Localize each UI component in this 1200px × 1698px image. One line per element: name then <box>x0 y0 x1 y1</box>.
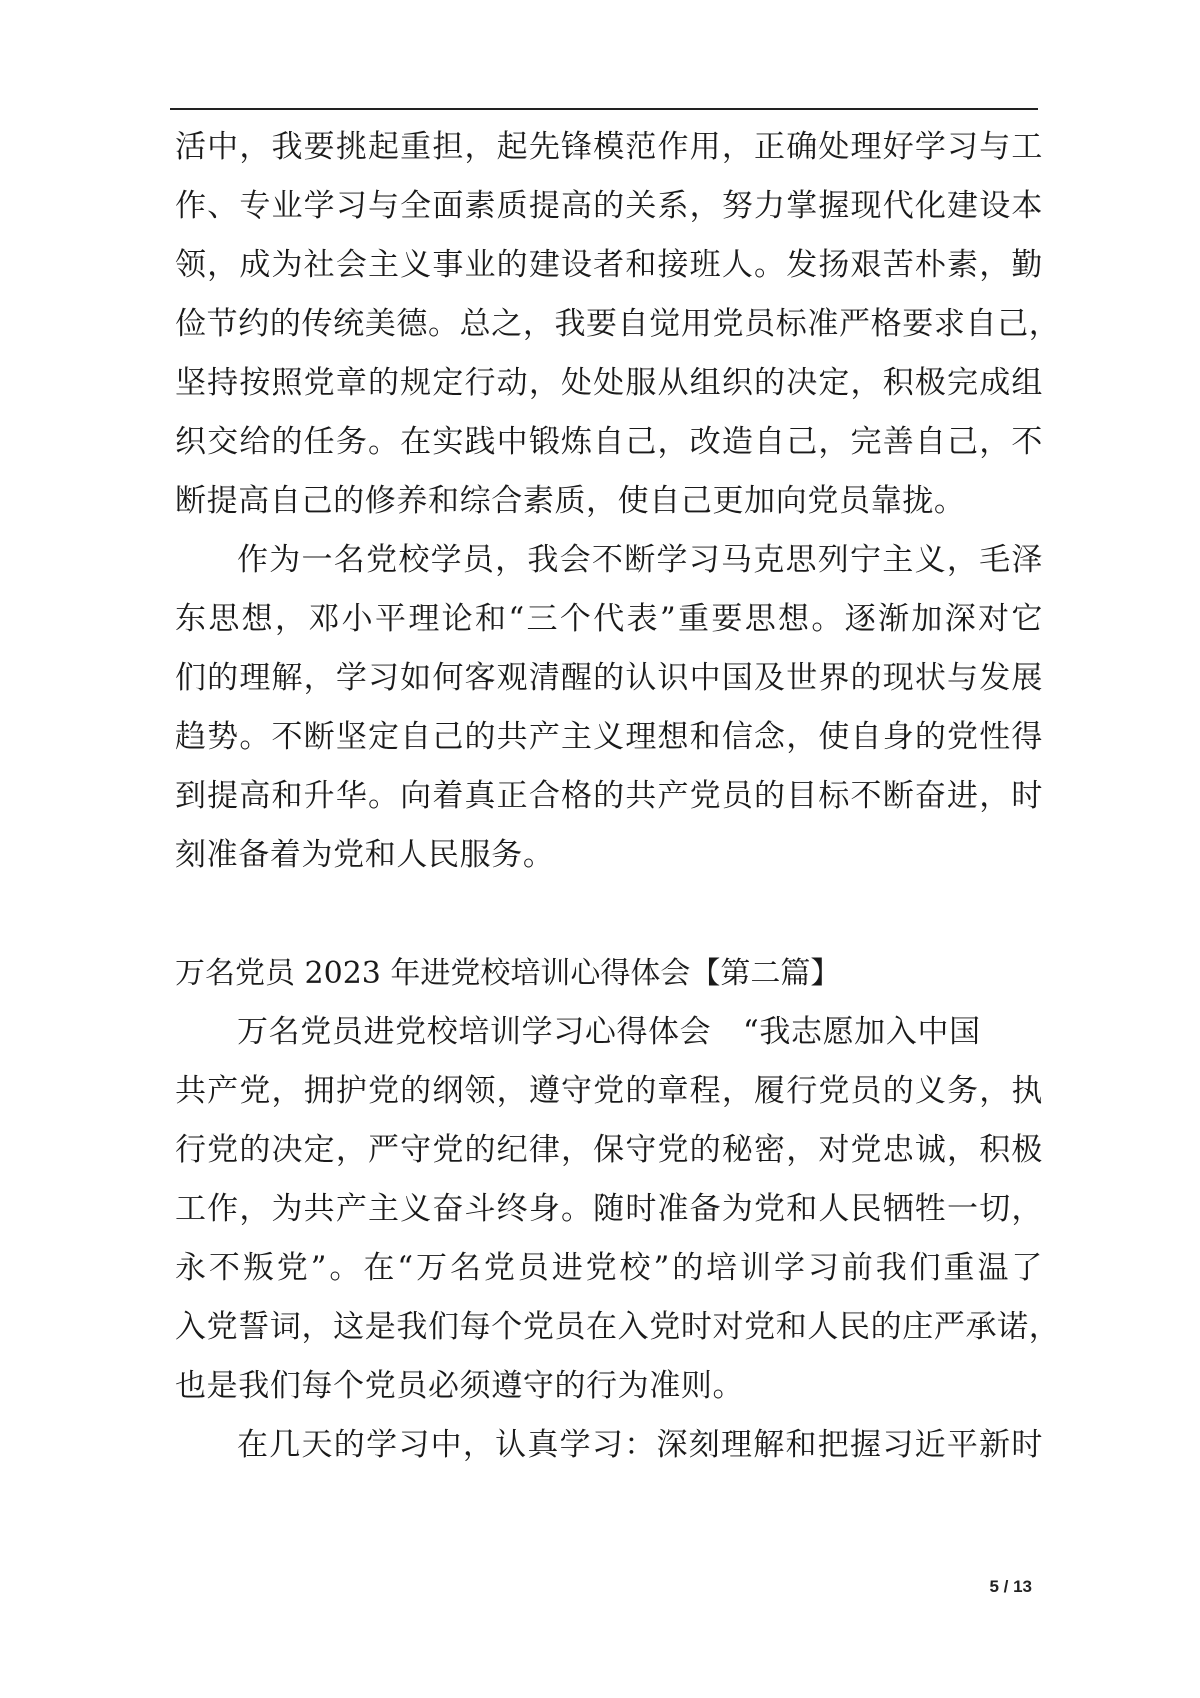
text-line: 刻准备着为党和人民服务。 <box>175 837 555 873</box>
text-line: 作为一名党校学员，我会不断学习马克思列宁主义，毛泽 <box>237 542 1043 578</box>
text-line: 共产党，拥护党的纲领，遵守党的章程，履行党员的义务，执 <box>175 1073 1043 1109</box>
text-line: 永不叛党”。在“万名党员进党校”的培训学习前我们重温了 <box>175 1250 1043 1286</box>
document-body <box>175 118 1061 1475</box>
text-line: 作、专业学习与全面素质提高的关系，努力掌握现代化建设本 <box>175 188 1043 224</box>
text-line: 在几天的学习中，认真学习：深刻理解和把握习近平新时 <box>237 1427 1043 1463</box>
text-line: 活中，我要挑起重担，起先锋模范作用，正确处理好学习与工 <box>175 129 1043 165</box>
paragraph-1 <box>175 118 1061 531</box>
text-line: 行党的决定，严守党的纪律，保守党的秘密，对党忠诚，积极 <box>175 1132 1043 1168</box>
text-line: 俭节约的传统美德。总之，我要自觉用党员标准严格要求自己， <box>175 306 1061 342</box>
page-number: 5 / 13 <box>989 1577 1032 1596</box>
text-line: 东思想，邓小平理论和“三个代表”重要思想。逐渐加深对它 <box>175 601 1043 637</box>
paragraph-2 <box>175 531 1043 885</box>
text-line: 到提高和升华。向着真正合格的共产党员的目标不断奋进，时 <box>175 778 1043 814</box>
text-line: 坚持按照党章的规定行动，处处服从组织的决定，积极完成组 <box>175 365 1043 401</box>
text-line: 入党誓词，这是我们每个党员在入党时对党和人民的庄严承诺， <box>175 1309 1061 1345</box>
section-heading: 万名党员 2023 年进党校培训心得体会【第二篇】 <box>175 956 841 991</box>
text-line: 织交给的任务。在实践中锻炼自己，改造自己，完善自己，不 <box>175 424 1043 460</box>
paragraph-3 <box>175 1003 1061 1416</box>
paragraph-spacer <box>175 885 1043 944</box>
text-line: 万名党员进党校培训学习心得体会 “我志愿加入中国 <box>237 1014 981 1050</box>
text-line: 也是我们每个党员必须遵守的行为准则。 <box>175 1368 745 1404</box>
text-line: 工作，为共产主义奋斗终身。随时准备为党和人民牺牲一切， <box>175 1191 1043 1227</box>
text-line: 领，成为社会主义事业的建设者和接班人。发扬艰苦朴素，勤 <box>175 247 1043 283</box>
text-line: 断提高自己的修养和综合素质，使自己更加向党员靠拢。 <box>175 483 966 519</box>
header-rule <box>170 108 1038 110</box>
text-line: 趋势。不断坚定自己的共产主义理想和信念，使自身的党性得 <box>175 719 1043 755</box>
text-line: 们的理解，学习如何客观清醒的认识中国及世界的现状与发展 <box>175 660 1043 696</box>
paragraph-4 <box>175 1416 1043 1475</box>
